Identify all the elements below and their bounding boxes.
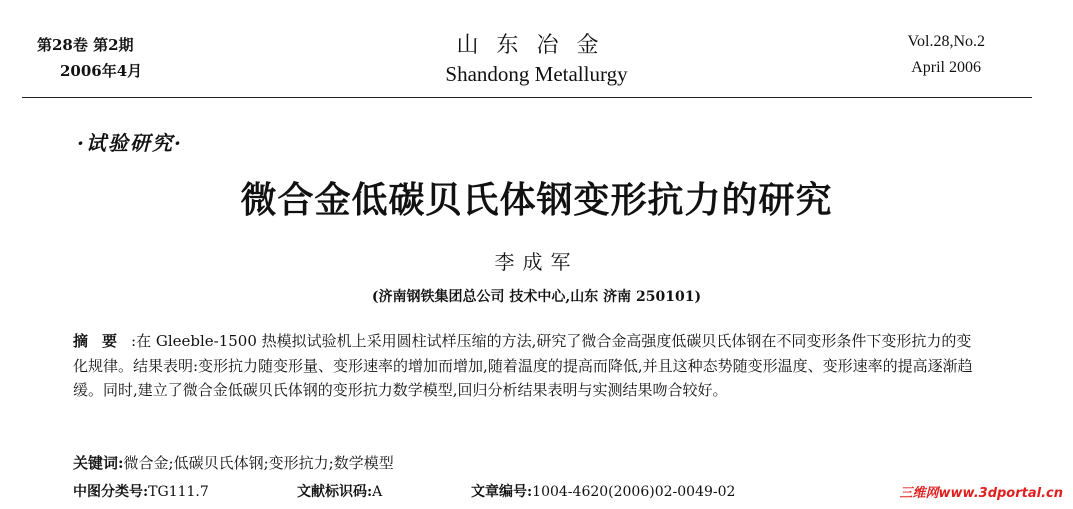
journal-title-cn: 山东冶金 — [456, 33, 617, 58]
document-code-label: 文献标识码: — [297, 484, 373, 500]
clc-number — [73, 481, 209, 501]
header-date-en: April 2006 — [911, 59, 981, 76]
paper-title: 微合金低碳贝氏体钢变形抗力的研究 — [240, 180, 833, 221]
header-rule — [22, 97, 1032, 98]
document-code-value: A — [372, 484, 383, 500]
article-number-label: 文章编号: — [471, 484, 533, 500]
author-name: 李成军 — [494, 250, 579, 274]
clc-value: TG111.7 — [148, 484, 209, 500]
keywords — [73, 452, 394, 473]
watermark: 三维网www.3dportal.cn — [899, 486, 1063, 501]
author-affiliation: (济南钢铁集团总公司 技术中心,山东 济南 250101) — [371, 289, 702, 305]
abstract-text: :在 Gleeble-1500 热模拟试验机上采用圆柱试样压缩的方法,研究了微合金高强度低碳贝氏体钢在不同变形条件下变形抗力的变化规律。结果表明:变形抗力随变形量、变形速率的增加而增加,随着温度的提高而降低,并且这种态势随变形温度、变形速率的提高逐渐趋缓。同时,建立了微合金低碳贝氏体钢的变形抗力数学模型,回归分析结果表明与实测结果吻合较好。 — [73, 332, 973, 399]
keywords-text: 微合金;低碳贝氏体钢;变形抗力;数学模型 — [123, 454, 394, 472]
abstract-label: 摘要 — [73, 332, 132, 350]
keywords-label: 关键词: — [73, 454, 124, 472]
section-label: ·试验研究· — [77, 131, 183, 155]
article-number — [471, 481, 735, 501]
document-code — [297, 481, 382, 501]
header-volume-en: Vol.28,No.2 — [907, 33, 985, 50]
header-date-cn: 2006年4月 — [60, 62, 143, 80]
journal-title-en: Shandong Metallurgy — [445, 62, 628, 86]
header-volume-cn: 第28卷 第2期 — [37, 36, 134, 54]
abstract — [73, 329, 978, 403]
article-number-value: 1004-4620(2006)02-0049-02 — [532, 484, 736, 500]
clc-label: 中图分类号: — [73, 484, 149, 500]
